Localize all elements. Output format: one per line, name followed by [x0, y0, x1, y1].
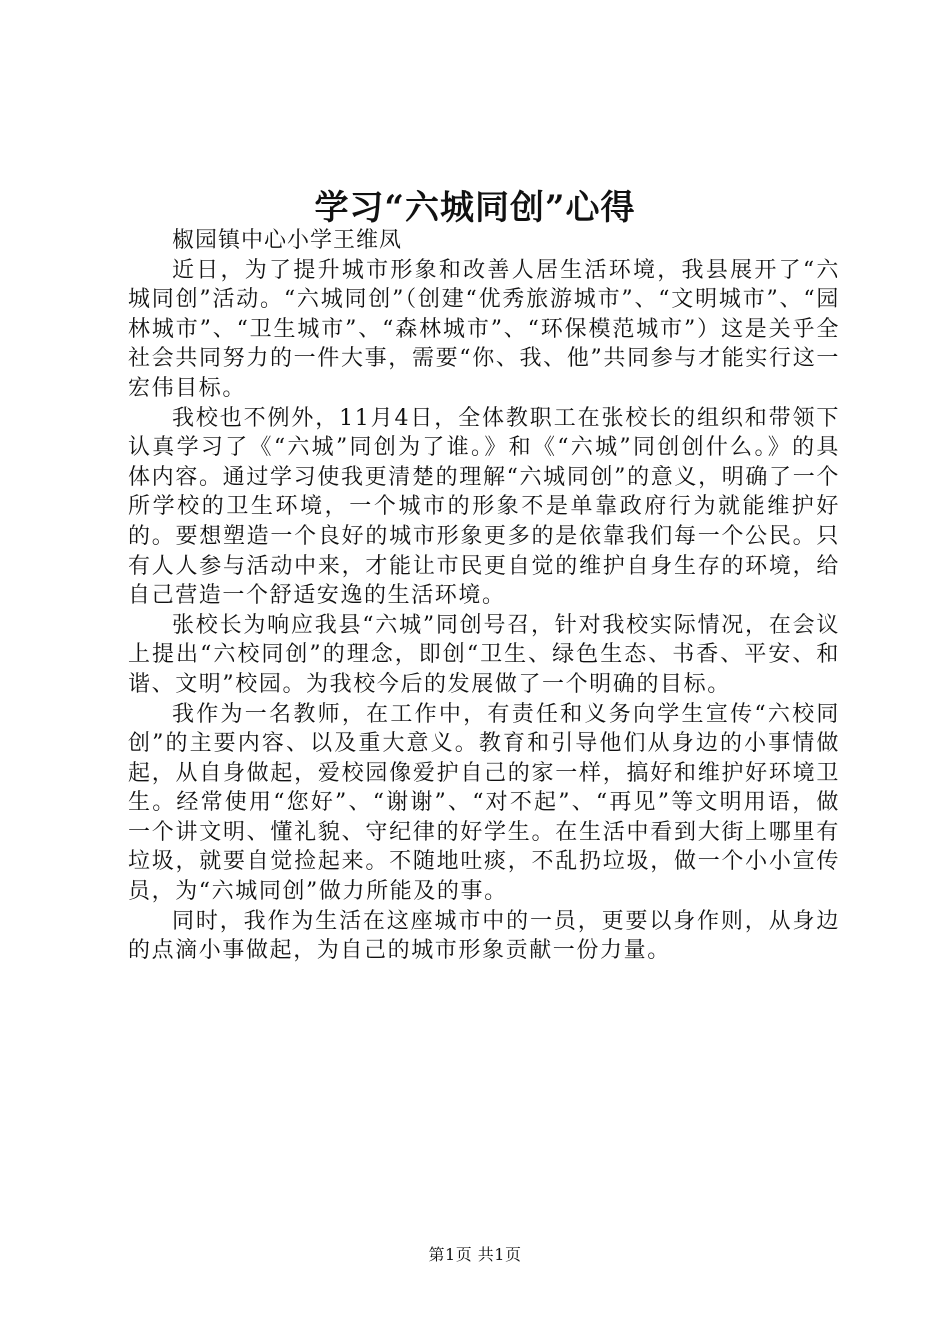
paragraph-5: 同时，我作为生活在这座城市中的一员，更要以身作则，从身边的点滴小事做起，为自己的城市形象贡献一份力量。: [128, 908, 840, 964]
paragraph-1: 近日，为了提升城市形象和改善人居生活环境，我县展开了“六城同创”活动。“六城同创”（创建“优秀旅游城市”、“文明城市”、“园林城市”、“卫生城市”、“森林城市”、“环保模范城市”）这是关乎全社会共同努力的一件大事，需要“你、我、他”共同参与才能实行这一宏伟目标。: [128, 257, 840, 401]
paragraph-4: 我作为一名教师，在工作中，有责任和义务向学生宣传“六校同创”的主要内容、以及重大意义。教育和引导他们从身边的小事情做起，从自身做起，爱校园像爱护自己的家一样，搞好和维护好环境卫生。经常使用“您好”、“谢谢”、“对不起”、“再见”等文明用语，做一个讲文明、懂礼貌、守纪律的好学生。在生活中看到大街上哪里有垃圾，就要自觉捡起来。不随地吐痰，不乱扔垃圾，做一个小小宣传员，为“六城同创”做力所能及的事。: [128, 701, 840, 905]
document-title: 学习“六城同创”心得: [314, 188, 636, 228]
author-line: 椒园镇中心小学王维凤: [172, 228, 403, 253]
page-number-footer: 第1页 共1页: [428, 1245, 522, 1264]
document-body: [128, 226, 840, 966]
paragraph-3: 张校长为响应我县“六城”同创号召，针对我校实际情况，在会议上提出“六校同创”的理念，即创“卫生、绿色生态、书香、平安、和谐、文明”校园。为我校今后的发展做了一个明确的目标。: [128, 612, 840, 697]
paragraph-2: 我校也不例外，11月4日，全体教职工在张校长的组织和带领下认真学习了《“六城”同创为了谁。》和《“六城”同创创什么。》的具体内容。通过学习使我更清楚的理解“六城同创”的意义，明确了一个所学校的卫生环境，一个城市的形象不是单靠政府行为就能维护好的。要想塑造一个良好的城市形象更多的是依靠我们每一个公民。只有人人参与活动中来，才能让市民更自觉的维护自身生存的环境，给自己营造一个舒适安逸的生活环境。: [128, 405, 840, 609]
